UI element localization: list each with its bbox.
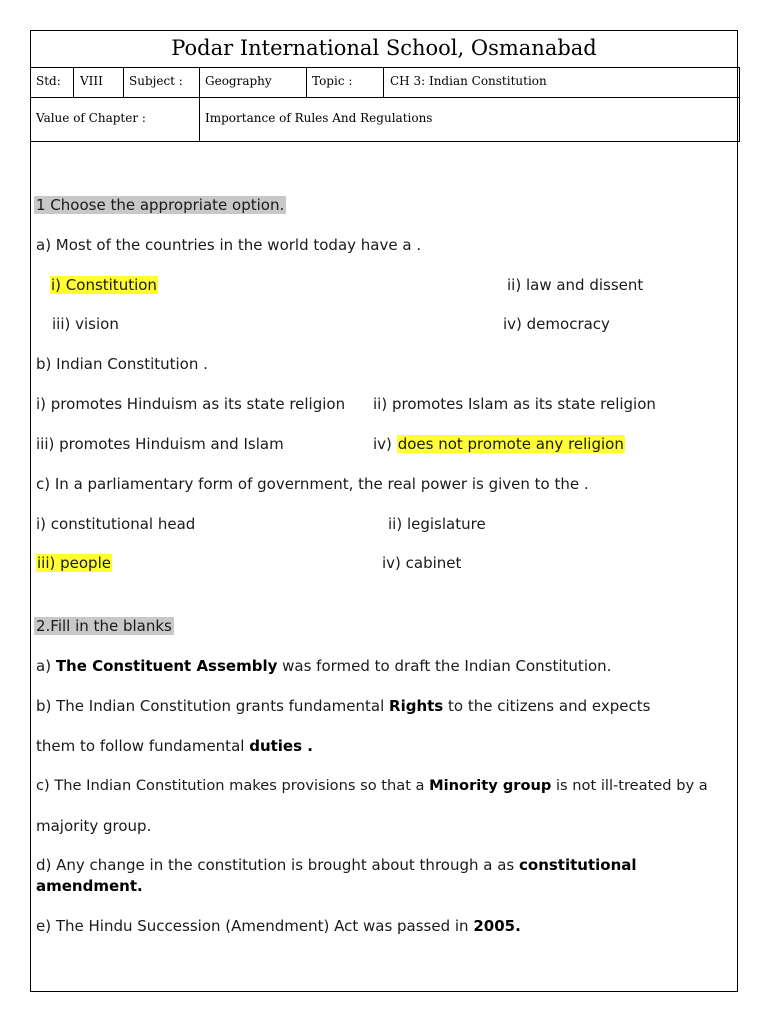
table-line xyxy=(739,67,740,141)
table-line xyxy=(73,67,74,97)
table-line xyxy=(30,141,740,142)
option-c-ii: ii) legislature xyxy=(388,515,486,533)
std-value: VIII xyxy=(80,74,103,88)
table-line xyxy=(30,67,740,68)
question-b: b) Indian Constitution . xyxy=(36,355,208,373)
option-b-ii: ii) promotes Islam as its state religion xyxy=(373,395,656,413)
blank-b: b) The Indian Constitution grants fundamental Rights to the citizens and expects xyxy=(36,697,651,715)
section2-heading: 2.Fill in the blanks xyxy=(36,617,172,635)
page-border xyxy=(30,30,738,992)
blank-e: e) The Hindu Succession (Amendment) Act was passed in 2005. xyxy=(36,917,521,935)
blank-c: c) The Indian Constitution makes provisions so that a Minority group is not ill-treated by a xyxy=(36,777,708,794)
option-c-iv: iv) cabinet xyxy=(382,554,462,572)
subject-label: Subject : xyxy=(129,74,183,88)
table-line xyxy=(383,67,384,97)
subject-value: Geography xyxy=(205,74,272,88)
option-b-i: i) promotes Hinduism as its state religion xyxy=(36,395,346,413)
blank-b-line2: them to follow fundamental duties . xyxy=(36,737,313,755)
option-c-iii: iii) people xyxy=(37,554,111,572)
table-line xyxy=(30,97,740,98)
section1-heading: 1 Choose the appropriate option. xyxy=(36,196,285,214)
table-line xyxy=(199,67,200,141)
school-name: Podar International School, Osmanabad xyxy=(171,36,597,60)
blank-d-line2: amendment. xyxy=(36,877,143,895)
option-b-iv: iv) does not promote any religion xyxy=(373,435,624,453)
topic-value: CH 3: Indian Constitution xyxy=(390,74,547,88)
option-a-i: i) Constitution xyxy=(51,276,157,294)
table-line xyxy=(123,67,124,97)
option-c-i: i) constitutional head xyxy=(36,515,196,533)
option-a-ii: ii) law and dissent xyxy=(507,276,644,294)
blank-c-line2: majority group. xyxy=(36,817,152,835)
option-a-iv: iv) democracy xyxy=(503,315,610,333)
question-a: a) Most of the countries in the world today have a . xyxy=(36,236,422,254)
std-label: Std: xyxy=(36,74,61,88)
blank-d: d) Any change in the constitution is brought about through a as constitutional xyxy=(36,856,637,874)
topic-label: Topic : xyxy=(312,74,353,88)
option-a-iii: iii) vision xyxy=(52,315,119,333)
blank-a: a) The Constituent Assembly was formed to draft the Indian Constitution. xyxy=(36,657,612,675)
option-b-iii: iii) promotes Hinduism and Islam xyxy=(36,435,284,453)
table-line xyxy=(306,67,307,97)
value-value: Importance of Rules And Regulations xyxy=(205,111,433,125)
question-c: c) In a parliamentary form of government, the real power is given to the . xyxy=(36,475,589,493)
value-label: Value of Chapter : xyxy=(36,111,146,125)
